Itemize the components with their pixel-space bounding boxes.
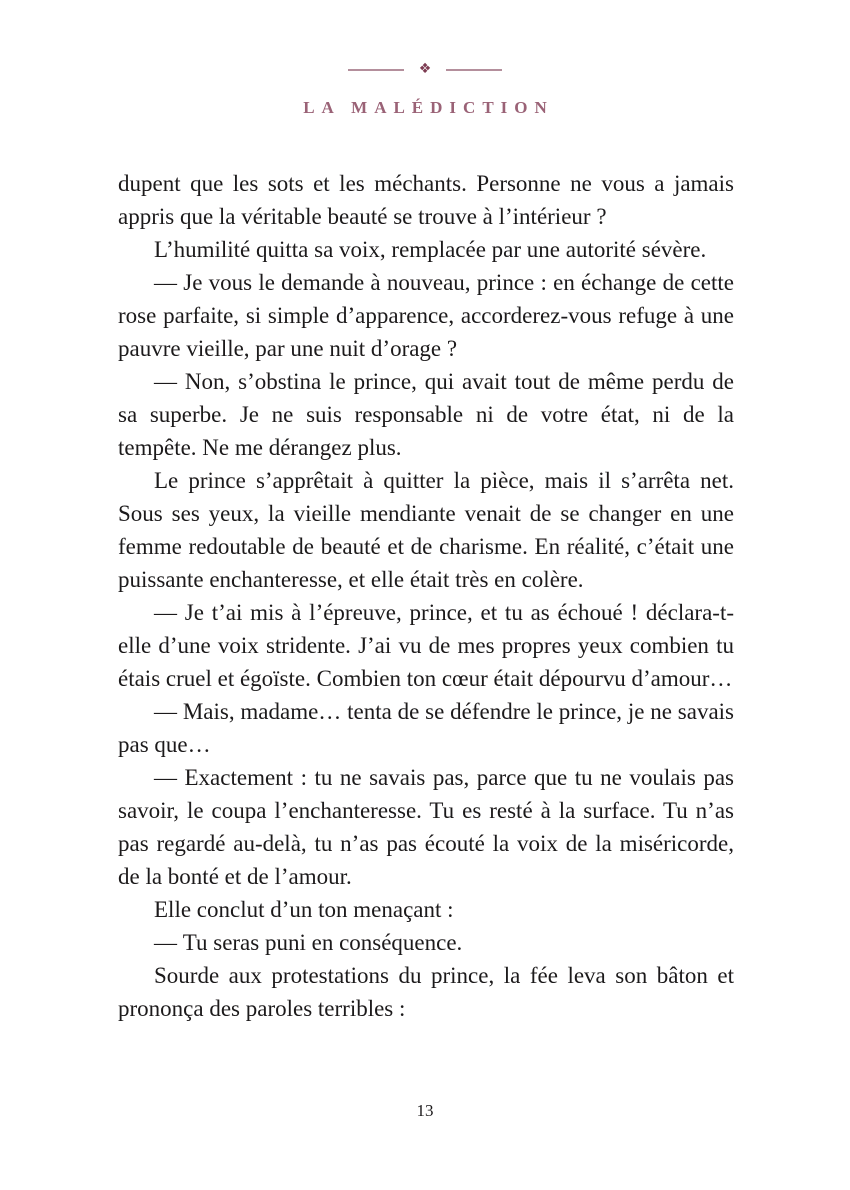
- paragraph: Elle conclut d’un ton menaçant :: [154, 897, 454, 922]
- ornament-line-right: [446, 69, 502, 71]
- paragraph: — Je vous le demande à nouveau, prince : en échange de cette rose parfaite, si simple d’apparence, accorderez-vous refuge à une pauvre vieille, par une nuit d’orage ?: [118, 270, 734, 361]
- paragraph: — Tu seras puni en conséquence.: [154, 930, 463, 955]
- chapter-title: LA MALÉDICTION: [303, 98, 554, 117]
- paragraph: — Exactement : tu ne savais pas, parce que tu ne voulais pas savoir, le coupa l’enchanteresse. Tu es resté à la surface. Tu n’as pas regardé au-delà, tu n’as pas écouté la voix de la miséricorde, de la bonté et de l’amour.: [118, 765, 734, 889]
- page-number: 13: [416, 1101, 434, 1120]
- paragraph: — Je t’ai mis à l’épreuve, prince, et tu as échoué ! déclara-t-elle d’une voix stridente. J’ai vu de mes propres yeux combien tu étais cruel et égoïste. Combien ton cœur était dépourvu d’amour…: [118, 600, 734, 691]
- flower-ornament-icon: ❖: [418, 61, 432, 77]
- chapter-ornament: [0, 63, 850, 77]
- paragraph: — Non, s’obstina le prince, qui avait tout de même perdu de sa superbe. Je ne suis responsable ni de votre état, ni de la tempête. Ne me dérangez plus.: [118, 369, 734, 460]
- page-body: [118, 167, 734, 1025]
- paragraph: L’humilité quitta sa voix, remplacée par une autorité sévère.: [154, 237, 707, 262]
- paragraph: Le prince s’apprêtait à quitter la pièce, mais il s’arrêta net. Sous ses yeux, la vieille mendiante venait de se changer en une femme redoutable de beauté et de charisme. En réalité, c’était une puissante enchanteresse, et elle était très en colère.: [118, 468, 734, 592]
- paragraph: — Mais, madame… tenta de se défendre le prince, je ne savais pas que…: [118, 699, 734, 757]
- paragraph: Sourde aux protestations du prince, la fée leva son bâton et prononça des paroles terribles :: [118, 963, 734, 1021]
- paragraph: dupent que les sots et les méchants. Personne ne vous a jamais appris que la véritable beauté se trouve à l’intérieur ?: [118, 171, 734, 229]
- ornament-line-left: [348, 69, 404, 71]
